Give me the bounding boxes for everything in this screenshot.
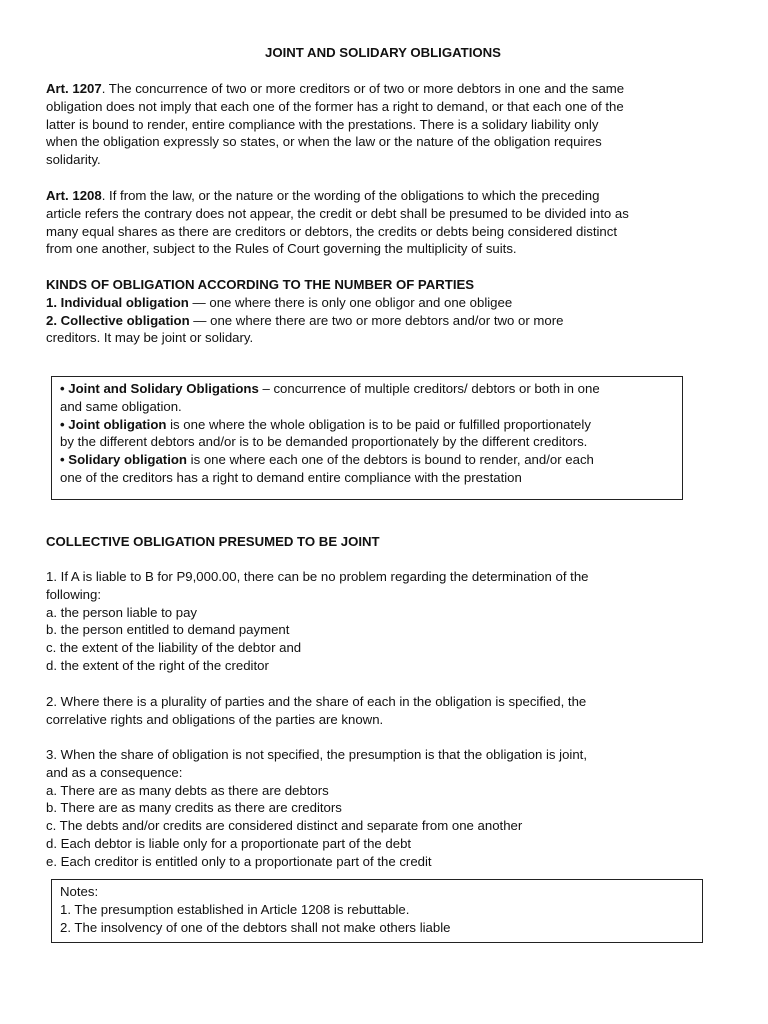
collective-heading-block — [46, 533, 380, 551]
article-1207-label: Art. 1207 — [46, 81, 102, 96]
kinds-item-collective-cont: creditors. It may be joint or solidary. — [46, 330, 254, 346]
collective-p3-line: and as a consequence: — [46, 764, 183, 780]
article-1208-line: article refers the contrary does not appear, the credit or debt shall be presumed to be divided into as — [46, 205, 629, 221]
collective-paragraph-1 — [46, 568, 589, 675]
article-1208-line: from one another, subject to the Rules of Court governing the multiplicity of suits. — [46, 241, 517, 257]
collective-p1-line: following: — [46, 586, 101, 602]
document-title: JOINT AND SOLIDARY OBLIGATIONS — [265, 45, 501, 60]
definitions-box — [51, 376, 683, 500]
definition-joint: • Joint obligation is one where the whole obligation is to be paid or fulfilled proportionately — [60, 416, 591, 432]
kinds-section — [46, 276, 563, 347]
definitions-content — [60, 380, 600, 487]
definition-solidary: • Solidary obligation is one where each one of the debtors is bound to render, and/or each — [60, 452, 594, 468]
notes-item: 2. The insolvency of one of the debtors shall not make others liable — [60, 919, 451, 935]
notes-content — [60, 883, 451, 936]
article-1208-line: many equal shares as there are creditors or debtors, the credits or debts being considered distinct — [46, 223, 618, 239]
article-1208 — [46, 187, 629, 258]
collective-p2-line: correlative rights and obligations of the parties are known. — [46, 711, 384, 727]
article-1207-line: Art. 1207. The concurrence of two or more creditors or of two or more debtors in one and the same — [46, 81, 625, 96]
collective-p1-line: c. the extent of the liability of the debtor and — [46, 640, 302, 656]
kinds-heading: KINDS OF OBLIGATION ACCORDING TO THE NUMBER OF PARTIES — [46, 277, 475, 292]
definition-line: by the different debtors and/or is to be demanded proportionately by the different creditors. — [60, 434, 588, 450]
definition-line: one of the creditors has a right to demand entire compliance with the prestation — [60, 469, 522, 485]
article-1207-line: solidarity. — [46, 152, 101, 168]
collective-p1-line: a. the person liable to pay — [46, 604, 198, 620]
collective-p3-line: a. There are as many debts as there are debtors — [46, 782, 329, 798]
collective-p3-line: d. Each debtor is liable only for a proportionate part of the debt — [46, 835, 412, 851]
collective-p3-line: 3. When the share of obligation is not specified, the presumption is that the obligation is joint, — [46, 747, 588, 762]
article-1207-line: latter is bound to render, entire compliance with the prestations. There is a solidary liability only — [46, 116, 599, 132]
article-1208-line: Art. 1208. If from the law, or the nature or the wording of the obligations to which the preceding — [46, 188, 600, 203]
collective-p1-line: d. the extent of the right of the creditor — [46, 657, 269, 673]
kinds-item-individual: 1. Individual obligation — one where there is only one obligor and one obligee — [46, 294, 513, 310]
kinds-item-collective: 2. Collective obligation — one where there are two or more debtors and/or two or more — [46, 312, 564, 328]
definition-joint-and-solidary: • Joint and Solidary Obligations – concurrence of multiple creditors/ debtors or both in one — [60, 381, 600, 396]
definition-line: and same obligation. — [60, 398, 182, 414]
collective-p3-line: c. The debts and/or credits are considered distinct and separate from one another — [46, 818, 523, 834]
article-1207-line: obligation does not imply that each one of the former has a right to demand, or that each one of the — [46, 98, 624, 114]
notes-box — [51, 879, 703, 943]
collective-heading: COLLECTIVE OBLIGATION PRESUMED TO BE JOINT — [46, 534, 380, 549]
collective-p2-line: 2. Where there is a plurality of parties and the share of each in the obligation is specified, the — [46, 694, 587, 709]
collective-p1-line: b. the person entitled to demand payment — [46, 622, 290, 638]
notes-item: 1. The presumption established in Article 1208 is rebuttable. — [60, 901, 410, 917]
collective-p3-line: e. Each creditor is entitled only to a proportionate part of the credit — [46, 853, 432, 869]
article-1207 — [46, 80, 624, 169]
article-1207-line: when the obligation expressly so states, or when the law or the nature of the obligation requires — [46, 134, 602, 150]
collective-paragraph-2 — [46, 693, 586, 729]
collective-p1-line: 1. If A is liable to B for P9,000.00, there can be no problem regarding the determination of the — [46, 569, 589, 584]
collective-paragraph-3 — [46, 746, 587, 871]
article-1208-label: Art. 1208 — [46, 188, 102, 203]
collective-p3-line: b. There are as many credits as there are creditors — [46, 800, 342, 816]
notes-heading: Notes: — [60, 884, 99, 899]
